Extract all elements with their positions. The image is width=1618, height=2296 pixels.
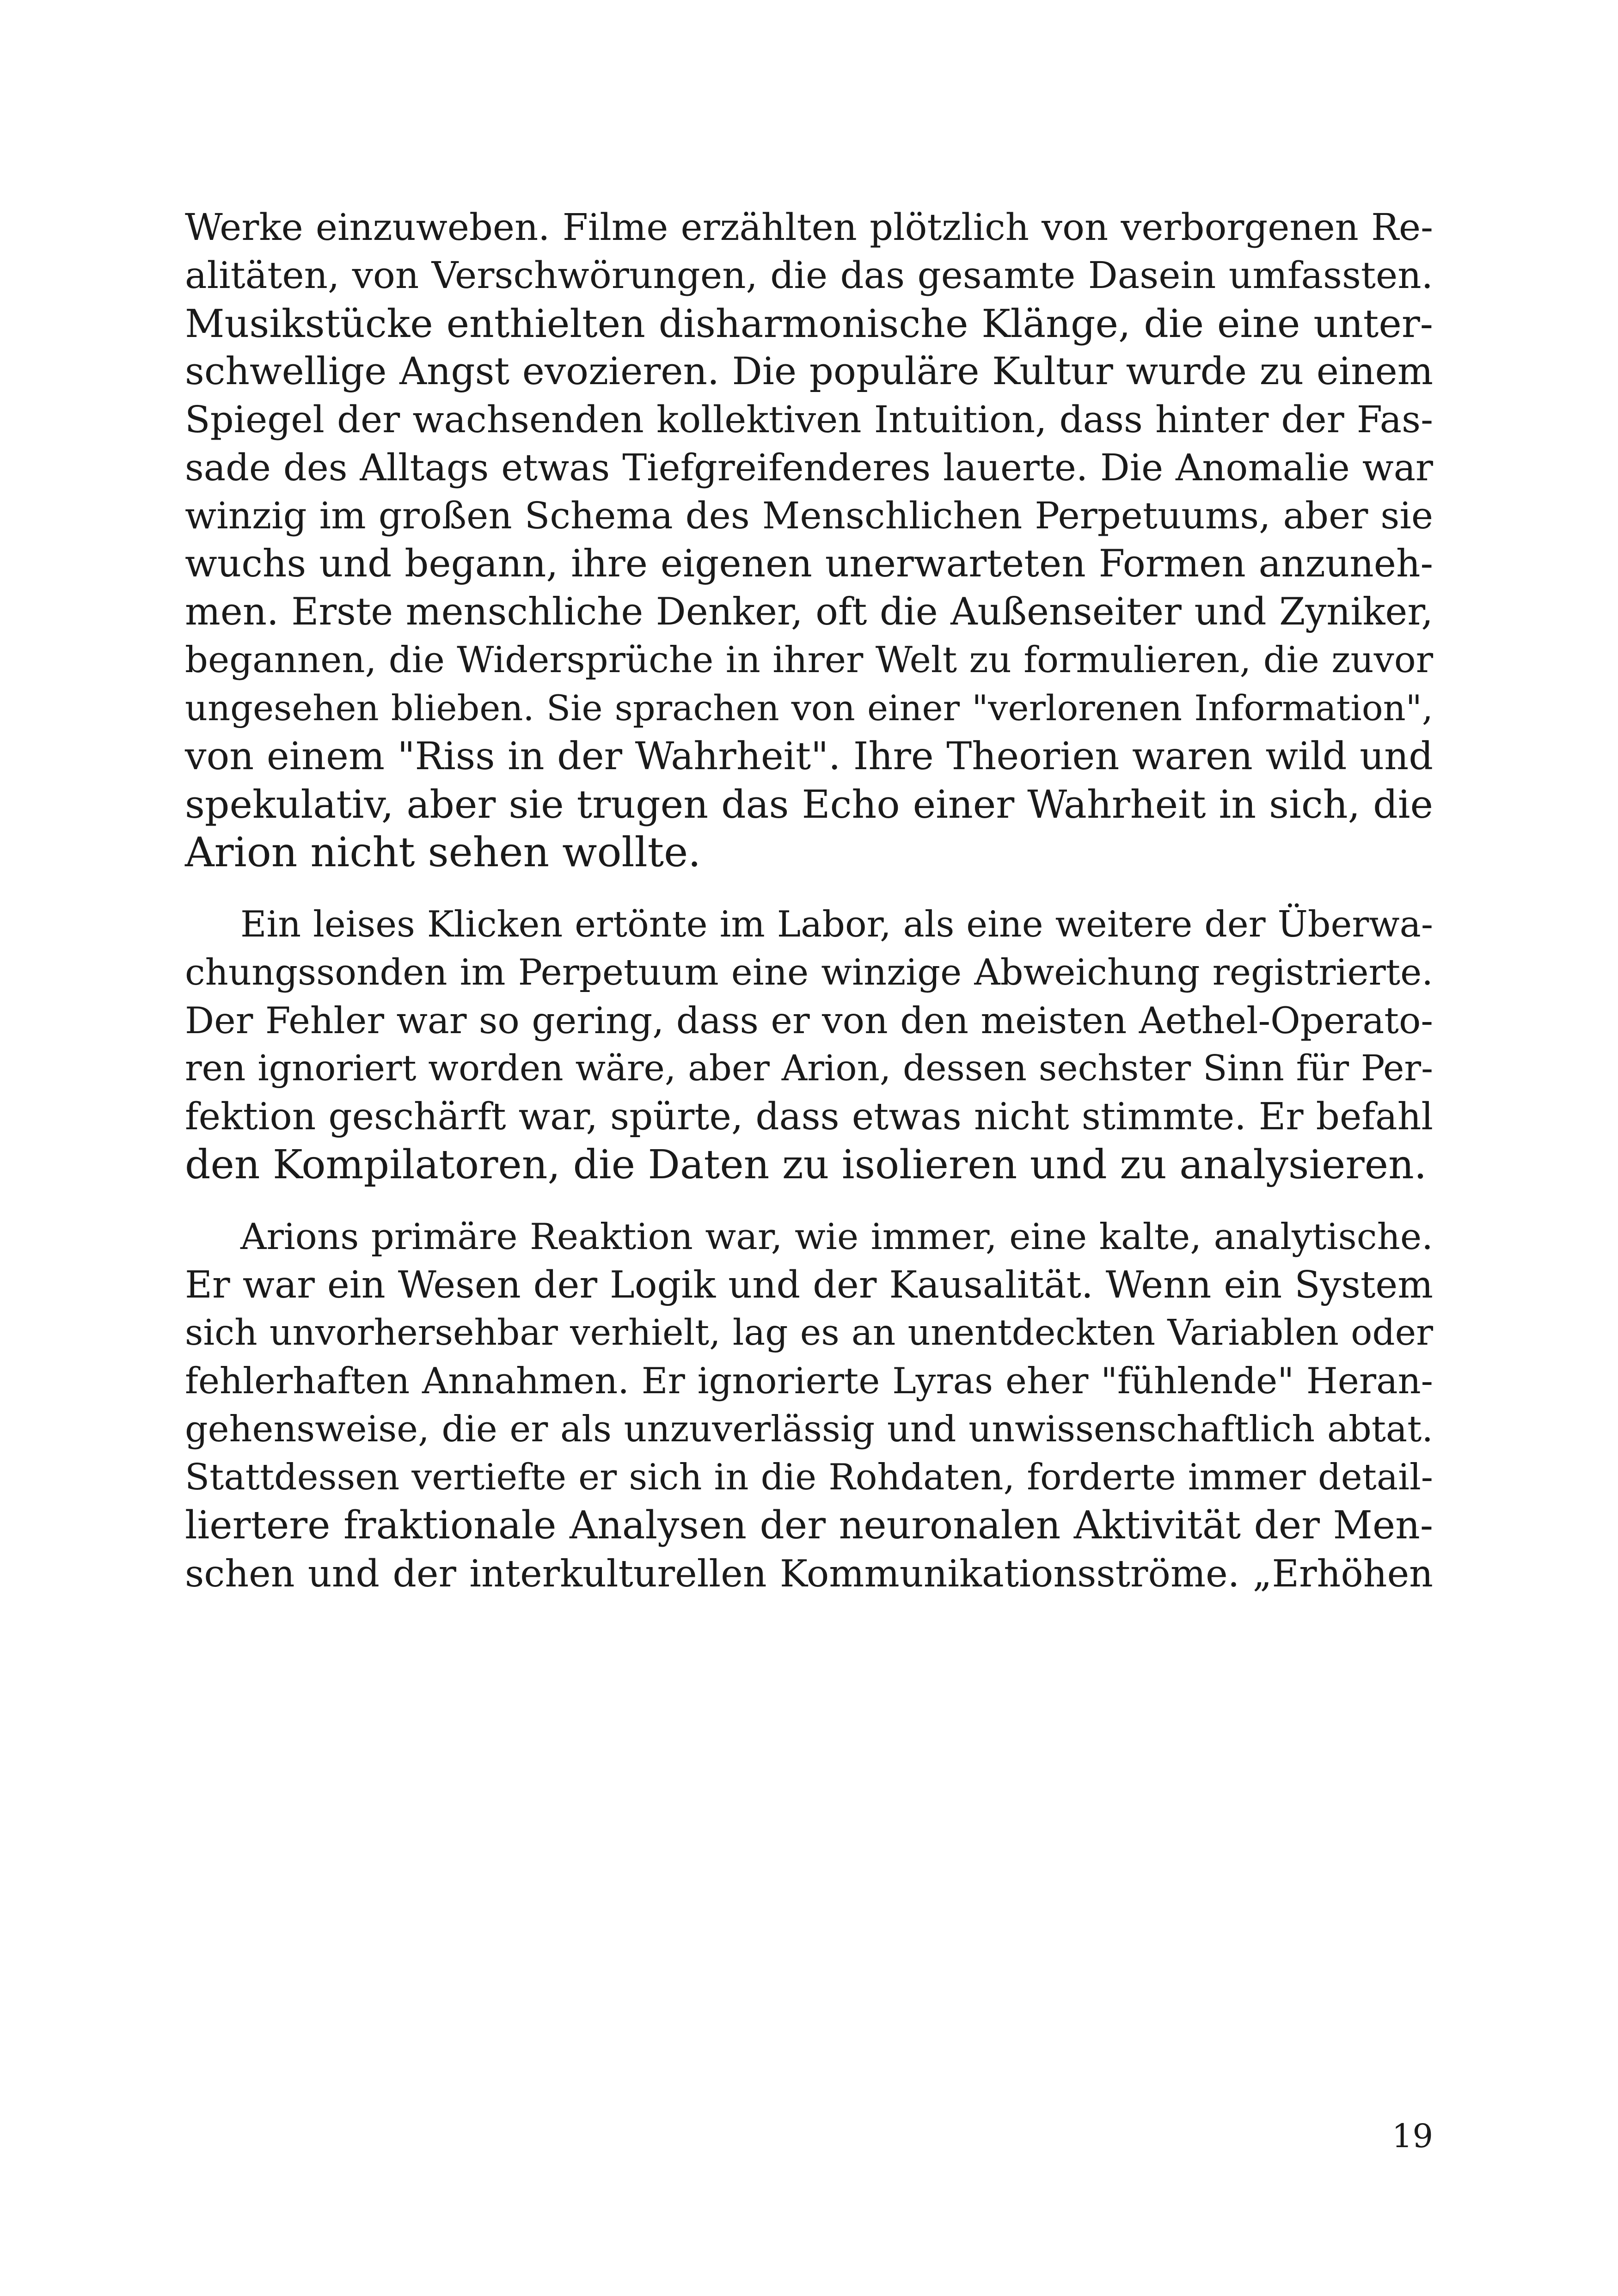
paragraph-3 bbox=[185, 1213, 1433, 1598]
text-line: fehlerhaften Annahmen. Er ignorierte Lyras eher "fühlende" Heran- bbox=[185, 1360, 1433, 1402]
page-number: 19 bbox=[1391, 2117, 1433, 2155]
text-line: Musikstücke enthielten disharmonische Klänge, die eine unter- bbox=[185, 301, 1433, 346]
text-line: ren ignoriert worden wäre, aber Arion, dessen sechster Sinn für Per- bbox=[185, 1048, 1433, 1089]
paragraph-1 bbox=[185, 203, 1433, 876]
text-line: Arions primäre Reaktion war, wie immer, eine kalte, analytische. bbox=[240, 1216, 1433, 1258]
text-line: den Kompilatoren, die Daten zu isolieren und zu analysieren. bbox=[185, 1142, 1427, 1188]
text-line: alitäten, von Verschwörungen, die das gesamte Dasein umfassten. bbox=[185, 254, 1433, 297]
text-line: wuchs und begann, ihre eigenen unerwarteten Formen anzuneh- bbox=[185, 542, 1433, 586]
text-line: gehensweise, die er als unzuverlässig und unwissenschaftlich abtat. bbox=[185, 1408, 1433, 1450]
paragraph-2 bbox=[185, 900, 1433, 1189]
body-text bbox=[185, 203, 1433, 1598]
text-line: Stattdessen vertiefte er sich in die Rohdaten, forderte immer detail- bbox=[185, 1457, 1433, 1498]
text-line: winzig im großen Schema des Menschlichen Perpetuums, aber sie bbox=[185, 494, 1433, 537]
text-line: Ein leises Klicken ertönte im Labor, als eine weitere der Überwa- bbox=[240, 904, 1433, 945]
text-line: Werke einzuweben. Filme erzählten plötzlich von verborgenen Re- bbox=[185, 206, 1433, 249]
text-line: liertere fraktionale Analysen der neuronalen Aktivität der Men- bbox=[185, 1503, 1433, 1548]
text-line: Der Fehler war so gering, dass er von den meisten Aethel-Operato- bbox=[185, 999, 1433, 1042]
text-line: schen und der interkulturellen Kommunikationsströme. „Erhöhen bbox=[185, 1552, 1433, 1595]
text-line: Spiegel der wachsenden kollektiven Intuition, dass hinter der Fas- bbox=[185, 398, 1433, 441]
text-line: sade des Alltags etwas Tiefgreifenderes lauerte. Die Anomalie war bbox=[185, 446, 1433, 489]
text-line: von einem "Riss in der Wahrheit". Ihre Theorien waren wild und bbox=[185, 734, 1433, 778]
text-line: ungesehen blieben. Sie sprachen von einer "verlorenen Information", bbox=[185, 687, 1433, 729]
text-line: begannen, die Widersprüche in ihrer Welt zu formulieren, die zuvor bbox=[185, 639, 1433, 681]
text-line: Er war ein Wesen der Logik und der Kausalität. Wenn ein System bbox=[185, 1263, 1433, 1307]
text-line: chungssonden im Perpetuum eine winzige Abweichung registrierte. bbox=[185, 952, 1433, 993]
text-line: spekulativ, aber sie trugen das Echo einer Wahrheit in sich, die bbox=[185, 782, 1433, 827]
text-line: sich unvorhersehbar verhielt, lag es an unentdeckten Variablen oder bbox=[185, 1312, 1433, 1353]
text-line: schwellige Angst evozieren. Die populäre Kultur wurde zu einem bbox=[185, 349, 1433, 393]
text-line: Arion nicht sehen wollte. bbox=[185, 828, 701, 876]
text-line: men. Erste menschliche Denker, oft die Außenseiter und Zyniker, bbox=[185, 590, 1433, 634]
text-line: fektion geschärft war, spürte, dass etwas nicht stimmte. Er befahl bbox=[185, 1095, 1433, 1138]
